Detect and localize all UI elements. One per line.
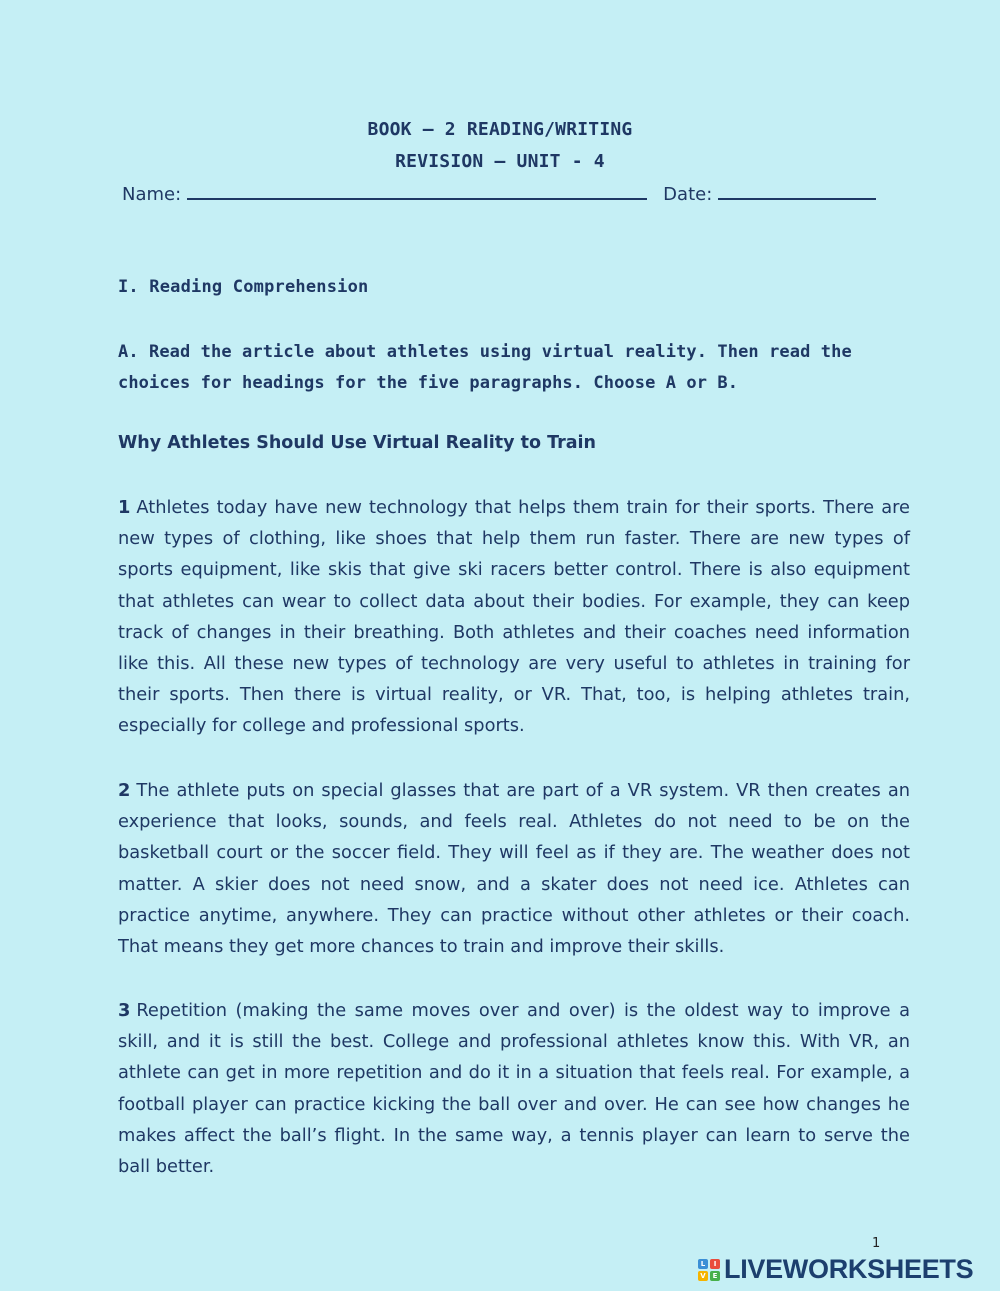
- logo-letter: L: [698, 1259, 708, 1269]
- logo-letter: E: [710, 1271, 720, 1281]
- instruction-text: A. Read the article about athletes using virtual reality. Then read the choices for headings for the five paragraphs. Choose A or B.: [118, 342, 852, 393]
- name-label: Name:: [122, 184, 182, 205]
- paragraph-number: 2: [118, 780, 131, 801]
- date-field[interactable]: [718, 182, 876, 200]
- logo-letter: V: [698, 1271, 708, 1281]
- section-heading: I. Reading Comprehension: [118, 277, 369, 297]
- worksheet-title: BOOK – 2 READING/WRITING: [367, 119, 633, 140]
- paragraph-text: Athletes today have new technology that helps them train for their sports. There are new types of clothing, like shoes that help them run faster. There are new types of sports equipment, like skis that give ski racers better control. There is also equipment that athletes can wear to collect data about their bodies. For example, they can keep track of changes in their breathing. Both athletes and their coaches need information like this. All these new types of technology are very useful to athletes in training for their sports. Then there is virtual reality, or VR. That, too, is helping athletes train, especially for college and professional sports.: [118, 497, 910, 737]
- logo-mark-icon: [698, 1259, 720, 1281]
- liveworksheets-logo: [698, 1254, 973, 1285]
- worksheet-subtitle: REVISION – UNIT - 4: [395, 151, 605, 172]
- article-paragraph: [118, 995, 910, 1182]
- article-title: Why Athletes Should Use Virtual Reality to Train: [118, 433, 596, 453]
- paragraph-text: The athlete puts on special glasses that are part of a VR system. VR then creates an experience that looks, sounds, and feels real. Athletes do not need to be on the basketball court or the soccer field. They will feel as if they are. The weather does not matter. A skier does not need snow, and a skater does not need ice. Athletes can practice anytime, anywhere. They can practice without other athletes or their coach. That means they get more chances to train and improve their skills.: [118, 780, 910, 958]
- page-number: 1: [872, 1236, 881, 1251]
- paragraph-number: 3: [118, 1000, 131, 1021]
- paragraph-text: Repetition (making the same moves over and over) is the oldest way to improve a skill, and it is still the best. College and professional athletes know this. With VR, an athlete can get in more repetition and do it in a situation that feels real. For example, a football player can practice kicking the ball over and over. He can see how changes he makes affect the ball’s flight. In the same way, a tennis player can learn to serve the ball better.: [118, 1000, 910, 1178]
- logo-letter: I: [710, 1259, 720, 1269]
- paragraph-number: 1: [118, 497, 131, 518]
- article-paragraph: [118, 492, 910, 742]
- name-field[interactable]: [187, 182, 647, 200]
- name-date-row: [122, 182, 892, 205]
- logo-text: LIVEWORKSHEETS: [724, 1254, 974, 1284]
- date-label: Date:: [663, 184, 713, 205]
- article-paragraph: [118, 775, 910, 962]
